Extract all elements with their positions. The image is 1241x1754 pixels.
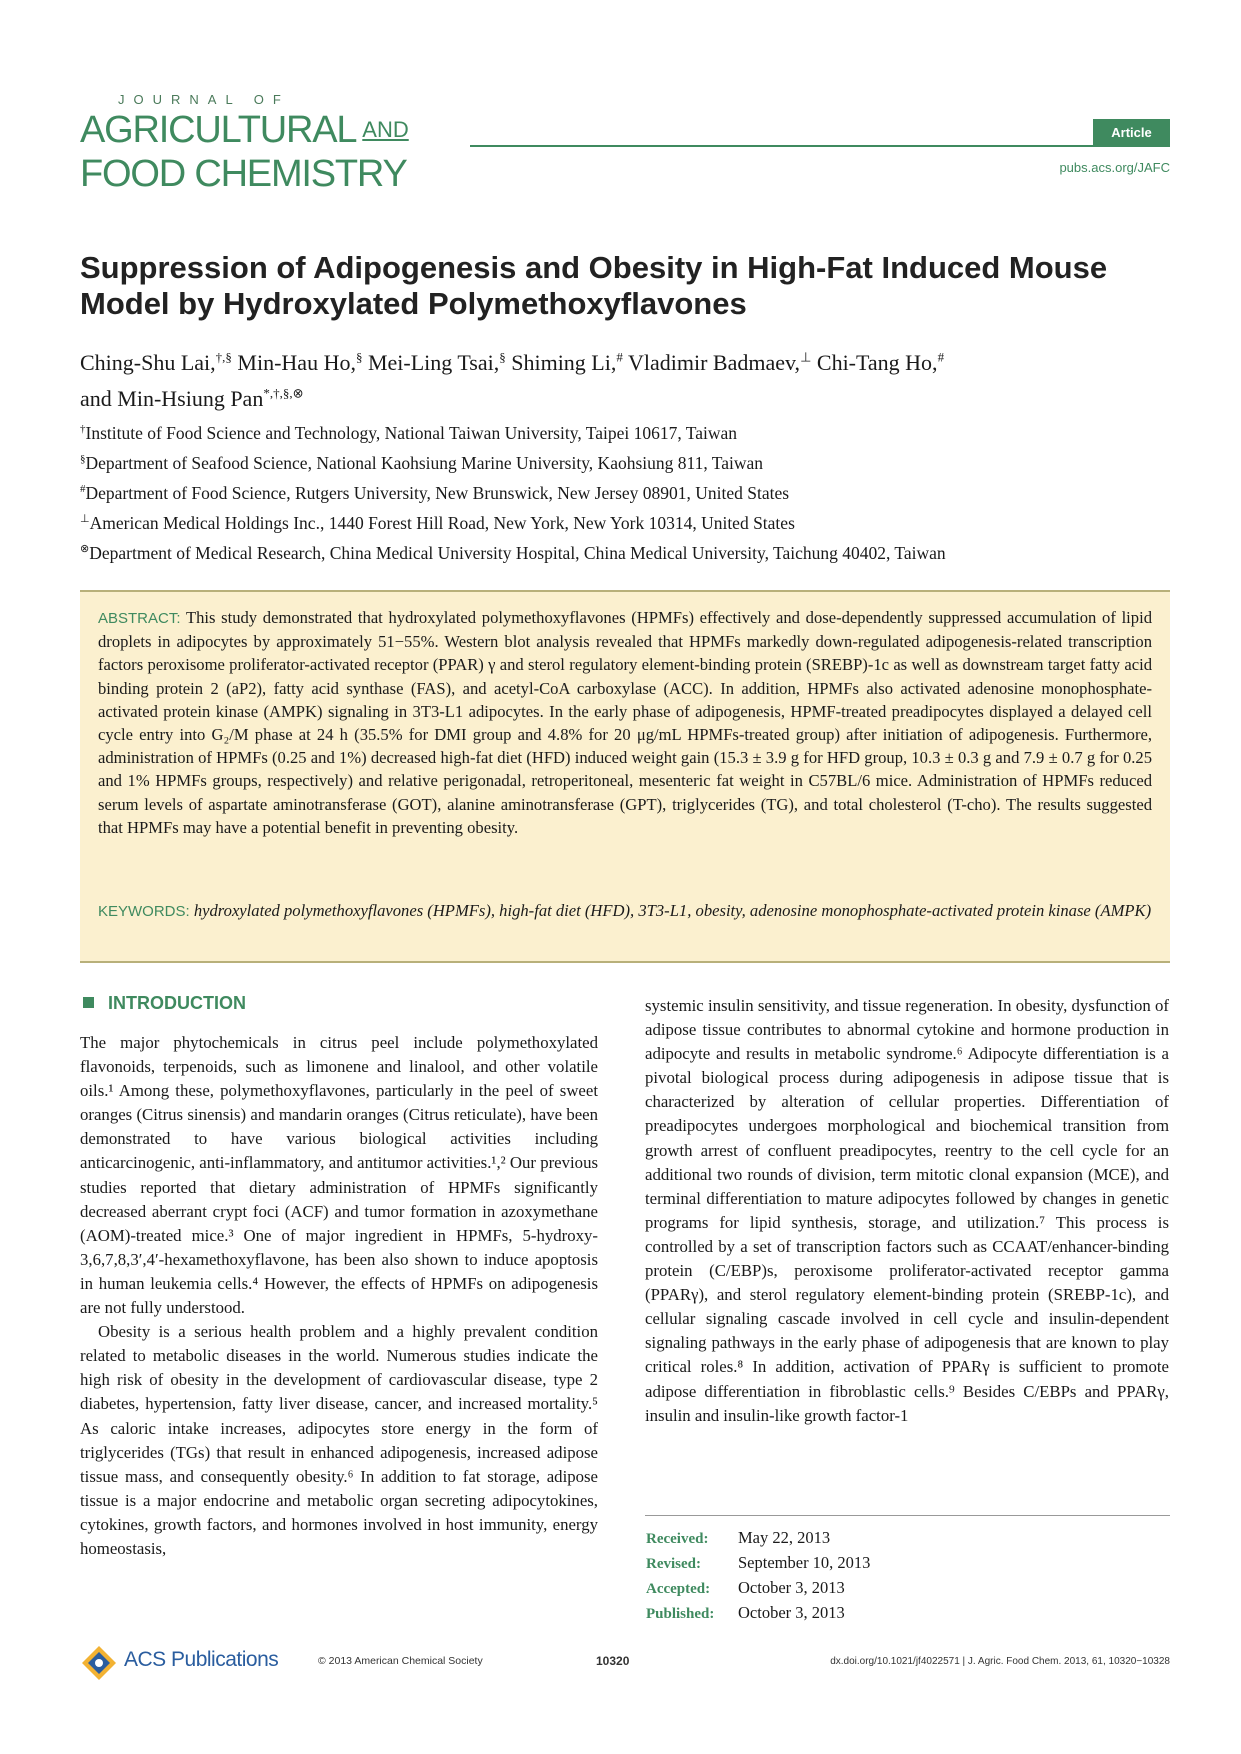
affiliation: ⊥American Medical Holdings Inc., 1440 Forest Hill Road, New York, New York 10314, United States (80, 512, 795, 533)
affiliation: #Department of Food Science, Rutgers University, New Brunswick, New Jersey 08901, United States (80, 482, 790, 503)
header-rule (470, 145, 1170, 147)
keywords-label: KEYWORDS: (98, 903, 190, 920)
history-row: Accepted: October 3, 2013 (646, 1578, 845, 1597)
paragraph: Obesity is a serious health problem and a highly prevalent condition related to metabolic diseases in the world. Numerous studies indicate the high risk of obesity in the development of cardiovascular disease, type 2 diabetes, hypertension, fatty liver disease, cancer, and increased mortality.⁵ As caloric intake increases, adipocytes store energy in the form of triglycerides (TGs) that result in enhanced adipogenesis, increased adipose tissue mass, and consequently obesity.⁶ In addition to fat storage, adipose tissue is a major endocrine and metabolic organ secreting adipocytokines, cytokines, growth factors, and hormones involved in host immunity, energy homeostasis, (80, 1322, 598, 1558)
journal-and: AND (362, 117, 409, 142)
paragraph: The major phytochemicals in citrus peel include polymethoxylated flavonoids, terpenoids, such as limonene and linalool, and other volatile oils.¹ Among these, polymethoxyflavones, particularly in the peel of sweet oranges (Citrus sinensis) and mandarin oranges (Citrus reticulate), have been demonstrated to have various biological activities including anticarcinogenic, anti-inflammatory, and antitumor activities.¹,² Our previous studies reported that dietary administration of HPMFs significantly decreased aberrant crypt foci (ACF) and tumor formation in azoxymethane (AOM)-treated mice.³ One of major ingredient in HPMFs, 5-hydroxy-3,6,7,8,3′,4′-hexamethoxyflavone, has been also shown to induce apoptosis in human leukemia cells.⁴ However, the effects of HPMFs on adipogenesis are not fully understood. (80, 1033, 598, 1318)
doi-citation-link[interactable]: dx.doi.org/10.1021/jf4022571 | J. Agric. Food Chem. 2013, 61, 10320−10328 (830, 1656, 1170, 1667)
section-heading-introduction: INTRODUCTION (83, 993, 246, 1014)
copyright: © 2013 American Chemical Society (318, 1655, 483, 1667)
journal-line1: AGRICULTURAL (80, 109, 357, 151)
abstract (98, 606, 1152, 839)
affiliation: ⊗Department of Medical Research, China Medical University Hospital, China Medical University, Taichung 40402, Taiwan (80, 542, 946, 563)
body-column-left (80, 1031, 598, 1561)
journal-logo (80, 108, 409, 196)
author[interactable]: Mei-Ling Tsai,§ (367, 350, 506, 376)
paragraph: systemic insulin sensitivity, and tissue regeneration. In obesity, dysfunction of adipose tissue contributes to abnormal cytokine and hormone production in adipocyte and results in metabolic syndrome.⁶ Adipocyte differentiation is a pivotal biological process during adipogenesis in adipose tissue that is characterized by alteration of cellular properties. Differentiation of preadipocytes undergoes morphological and biochemical transition from growth arrest of confluent preadipocytes, reentry to the cell cycle for an additional two rounds of division, term mitotic clonal expansion (MCE), and terminal differentiation to mature adipocytes followed by changes in genetic programs for lipid synthesis, storage, and utilization.⁷ This process is controlled by a set of transcription factors such as CCAAT/enhancer-binding protein (C/EBP)s, peroxisome proliferator-activated receptor gamma (PPARγ), and sterol regulatory element-binding protein (SREBP-1c), and cellular signaling cascade involved in cell cycle and insulin-dependent signaling pathways in the early phase of adipogenesis that are known to play critical roles.⁸ In addition, activation of PPARγ is sufficient to promote adipose differentiation in fibroblastic cells.⁹ Besides C/EBPs and PPARγ, insulin and insulin-like growth factor-1 (645, 996, 1169, 1425)
section-bullet-icon (83, 997, 94, 1008)
author[interactable]: Min-Hau Ho,§ (237, 350, 363, 376)
body-column-right (645, 994, 1169, 1428)
history-row: Received: May 22, 2013 (646, 1528, 831, 1547)
article-type-badge: Article (1093, 119, 1170, 147)
author[interactable]: and Min-Hsiung Pan*,†,§,⊗ (80, 385, 304, 411)
keywords-list: hydroxylated polymethoxyflavones (HPMFs), high-fat diet (HFD), 3T3-L1, obesity, adenosine monophosphate-activated protein kinase (AMPK) (193, 901, 1152, 920)
journal-top-line: JOURNAL OF (118, 92, 290, 107)
keywords (98, 899, 1152, 924)
author[interactable]: Ching-Shu Lai,†,§ (80, 350, 232, 376)
author[interactable]: Chi-Tang Ho,# (816, 350, 945, 376)
history-divider (645, 1515, 1170, 1516)
publisher-name: ACS Publications (124, 1648, 279, 1671)
history-row: Published: October 3, 2013 (646, 1603, 845, 1622)
journal-url-link[interactable]: pubs.acs.org/JAFC (1059, 160, 1170, 175)
page-number: 10320 (596, 1654, 630, 1668)
author-list (80, 343, 1170, 414)
history-row: Revised: September 10, 2013 (646, 1553, 871, 1572)
abstract-label: ABSTRACT: (98, 610, 181, 627)
publication-history (646, 1526, 870, 1626)
affiliation: †Institute of Food Science and Technology, National Taiwan University, Taipei 10617, Taiwan (80, 422, 738, 443)
journal-line2: FOOD CHEMISTRY (80, 153, 407, 195)
affiliation: §Department of Seafood Science, National Kaohsiung Marine University, Kaohsiung 811, Taiwan (80, 452, 764, 473)
abstract-body: This study demonstrated that hydroxylated polymethoxyflavones (HPMFs) effectively and dose-dependently suppressed accumulation of lipid droplets in adipocytes by approximately 51−55%. Western blot analysis revealed that HPMFs markedly down-regulated adipogenesis-related transcription factors peroxisome proliferator-activated receptor (PPAR) γ and sterol regulatory element-binding protein (SREBP)-1c as well as downstream target fatty acid binding protein 2 (aP2), fatty acid synthase (FAS), and acetyl-CoA carboxylase (ACC). In addition, HPMFs also activated adenosine monophosphate-activated protein kinase (AMPK) signaling in 3T3-L1 adipocytes. In the early phase of adipogenesis, HPMF-treated preadipocytes displayed a delayed cell cycle entry into G₂/M phase at 24 h (35.5% for DMI group and 4.8% for 20 μg/mL HPMFs-treated group) after initiation of adipogenesis. Furthermore, administration of HPMFs (0.25 and 1%) decreased high-fat diet (HFD) induced weight gain (15.3 ± 3.9 g for HFD group, 10.3 ± 0.3 g and 7.9 ± 0.7 g for 0.25 and 1% HPMFs groups, respectively) and relative perigonadal, retroperitoneal, mesenteric fat weight in C57BL/6 mice. Administration of HPMFs reduced serum levels of aspartate aminotransferase (GOT), alanine aminotransferase (GPT), triglycerides (TG), and total cholesterol (T-cho). The results suggested that HPMFs may have a potential benefit in preventing obesity. (98, 608, 1153, 837)
acs-logo-icon (80, 1644, 118, 1682)
article-title: Suppression of Adipogenesis and Obesity in High-Fat Induced Mouse Model by Hydroxylated Polymethoxyflavones (80, 250, 1108, 321)
author[interactable]: Vladimir Badmaev,⊥ (627, 350, 812, 376)
author[interactable]: Shiming Li,# (511, 350, 623, 376)
